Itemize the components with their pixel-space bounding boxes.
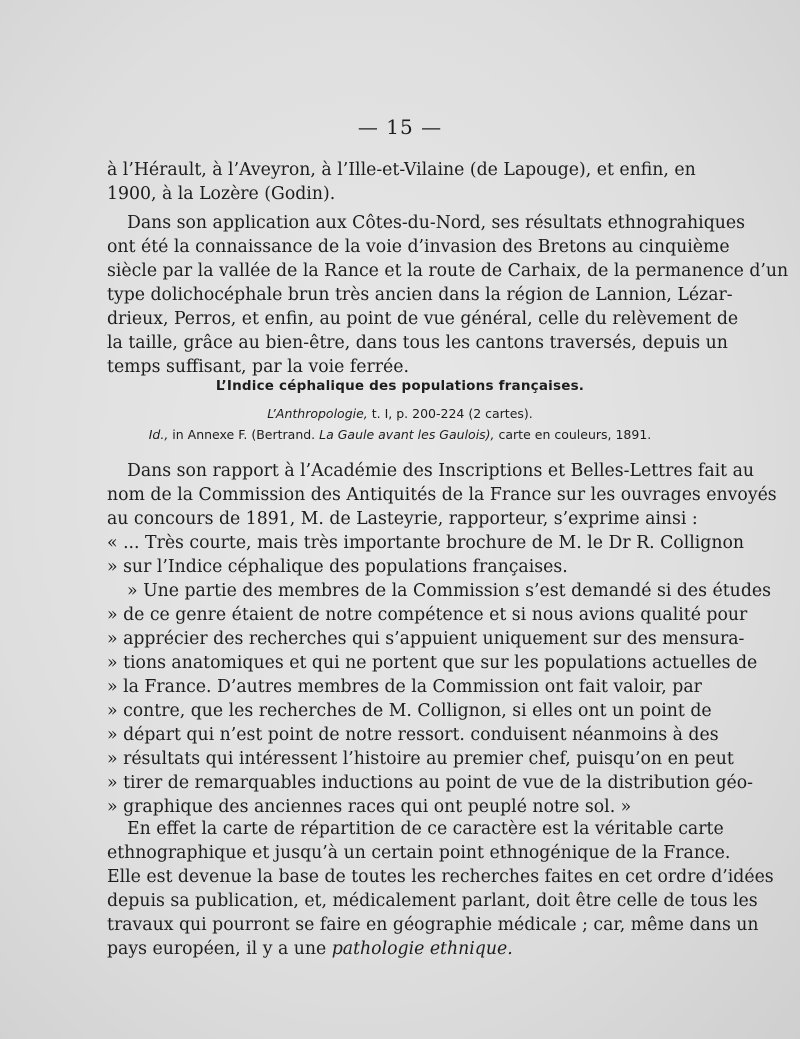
text-line: ethnographique et jusqu’à un certain point ethnogénique de la France.	[107, 843, 731, 863]
text-line: » contre, que les recherches de M. Collignon, si elles ont un point de	[107, 701, 712, 721]
text-line: nom de la Commission des Antiquités de la France sur les ouvrages envoyés	[107, 485, 777, 505]
paragraph-4	[107, 579, 771, 819]
text-line: Elle est devenue la base de toutes les recherches faites en cet ordre d’idées	[107, 867, 774, 887]
paragraph-2	[107, 211, 789, 379]
text-line: » sur l’Indice céphalique des populations françaises.	[107, 557, 568, 577]
text-line: » tirer de remarquables inductions au point de vue de la distribution géo-	[107, 773, 753, 793]
ref-annex: in Annexe F. (Bertrand.	[172, 427, 316, 442]
paragraph-3	[107, 459, 777, 579]
ref-title: La Gaule avant les Gaulois),	[319, 427, 495, 442]
text-line: » la France. D’autres membres de la Commission ont fait valoir, par	[107, 677, 702, 697]
text-line: type dolichocéphale brun très ancien dans la région de Lannion, Lézar-	[107, 285, 733, 305]
text-line: » apprécier des recherches qui s’appuient uniquement sur des mensura-	[107, 629, 745, 649]
text-line: drieux, Perros, et enfin, au point de vue général, celle du relèvement de	[107, 309, 739, 329]
text-prefix: pays européen, il y a une	[107, 939, 327, 959]
paragraph-1	[107, 158, 696, 206]
text-line-last	[107, 937, 680, 961]
text-line: la taille, grâce au bien-être, dans tous les cantons traversés, depuis un	[107, 333, 728, 353]
text-line: Dans son application aux Côtes-du-Nord, ses résultats ethnograhiques	[127, 213, 745, 233]
text-line: 1900, à la Lozère (Godin).	[107, 184, 336, 204]
reference-1	[0, 406, 800, 421]
reference-2	[0, 427, 800, 442]
text-line: » de ce genre étaient de notre compétence et si nous avions qualité pour	[107, 605, 748, 625]
text-line: depuis sa publication, et, médicalement parlant, doit être celle de tous les	[107, 891, 758, 911]
text-line: » tions anatomiques et qui ne portent que sur les populations actuelles de	[107, 653, 758, 673]
italic-phrase: pathologie ethnique.	[331, 939, 513, 959]
text-line: » graphique des anciennes races qui ont peuplé notre sol. »	[107, 797, 632, 817]
text-line: « ... Très courte, mais très importante brochure de M. le Dr R. Collignon	[107, 533, 745, 553]
text-line: Dans son rapport à l’Académie des Inscriptions et Belles-Lettres fait au	[127, 461, 755, 481]
ref-id: Id.,	[148, 427, 169, 442]
text-line: » résultats qui intéressent l’histoire au premier chef, puisqu’on en peut	[107, 749, 734, 769]
text-line: travaux qui pourront se faire en géographie médicale ; car, même dans un	[107, 915, 759, 935]
paragraph-5	[107, 817, 774, 961]
text-line: à l’Hérault, à l’Aveyron, à l’Ille-et-Vilaine (de Lapouge), et enfin, en	[107, 160, 696, 180]
section-heading: L’Indice céphalique des populations françaises.	[215, 378, 585, 394]
text-line: En effet la carte de répartition de ce caractère est la véritable carte	[127, 819, 724, 839]
text-line: » Une partie des membres de la Commission s’est demandé si des études	[127, 581, 771, 601]
ref-details: carte en couleurs, 1891.	[498, 427, 652, 442]
ref-journal: L’Anthropologie,	[267, 406, 368, 421]
page-number: — 15 —	[357, 115, 443, 139]
text-line: au concours de 1891, M. de Lasteyrie, rapporteur, s’exprime ainsi :	[107, 509, 698, 529]
text-line: temps suffisant, par la voie ferrée.	[107, 357, 409, 377]
text-line: siècle par la vallée de la Rance et la route de Carhaix, de la permanence d’un	[107, 261, 789, 281]
text-line: ont été la connaissance de la voie d’invasion des Bretons au cinquième	[107, 237, 730, 257]
text-line: » départ qui n’est point de notre ressort. conduisent néanmoins à des	[107, 725, 719, 745]
ref-details: t. I, p. 200-224 (2 cartes).	[371, 406, 533, 421]
